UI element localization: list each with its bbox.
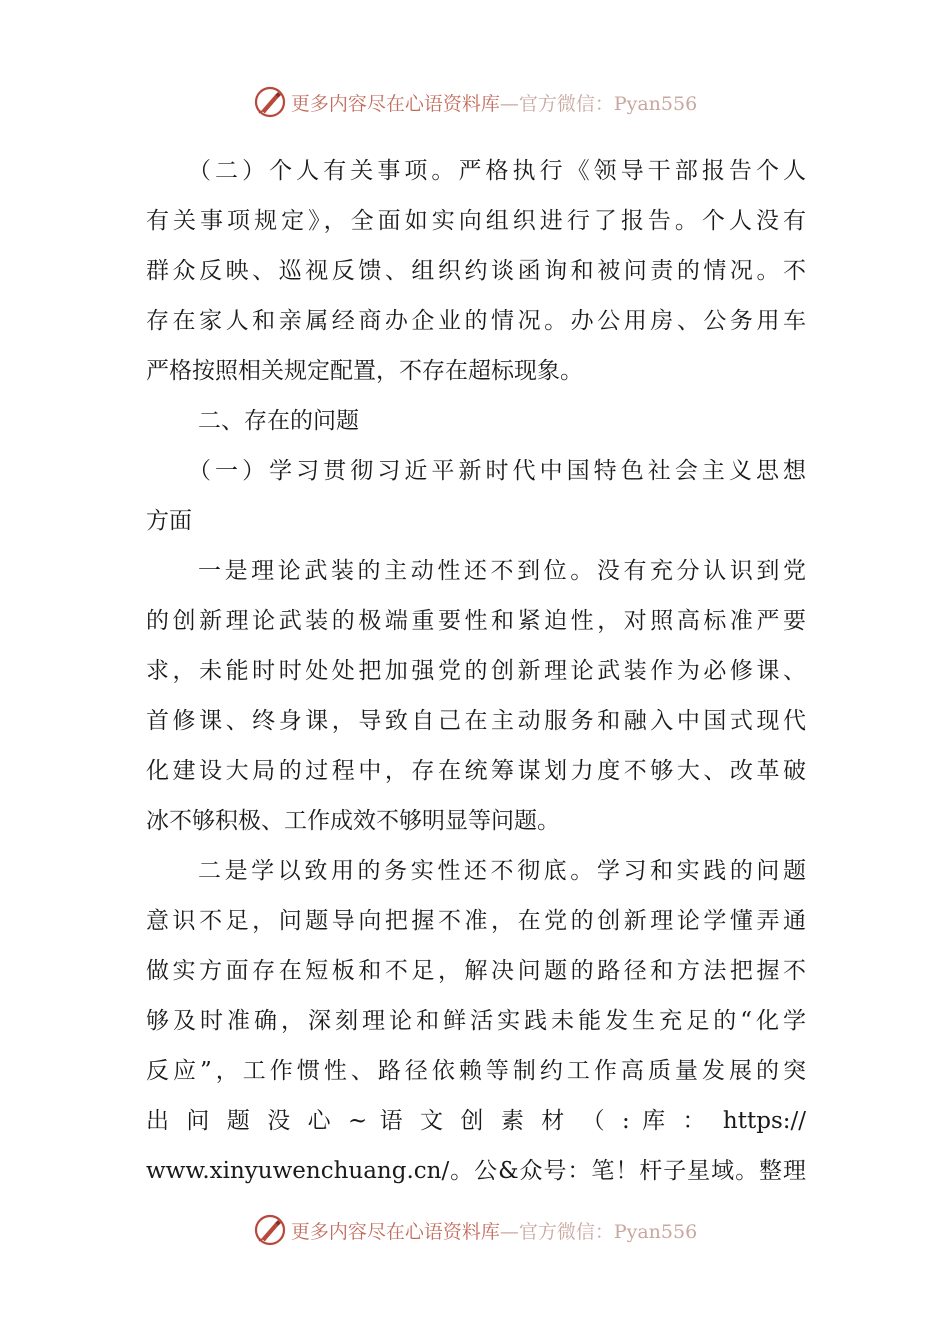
text-line: 冰不够积极、工作成效不够明显等问题。 — [146, 808, 560, 834]
text-line: 够及时准确，深刻理论和鲜活实践未能发生充足的“化学 — [146, 1008, 806, 1034]
watermark-text — [291, 1217, 697, 1244]
watermark-text-rest: —官方微信：Pyan556 — [499, 92, 698, 115]
text-line: 做实方面存在短板和不足，解决问题的路径和方法把握不 — [146, 958, 806, 984]
text-line: 的创新理论武装的极端重要性和紧迫性，对照高标准严要 — [146, 608, 806, 634]
text-line: 严格按照相关规定配置，不存在超标现象。 — [146, 358, 583, 384]
text-line: 首修课、终身课，导致自己在主动服务和融入中国式现代 — [146, 708, 806, 734]
text-line: 一是理论武装的主动性还不到位。没有充分认识到党 — [198, 558, 806, 584]
document-body — [146, 146, 806, 1196]
text-line: 有关事项规定》，全面如实向组织进行了报告。个人没有 — [146, 208, 806, 234]
watermark-text-rest: —官方微信：Pyan556 — [499, 1220, 698, 1243]
footer-watermark-banner — [0, 1210, 950, 1250]
text-line: 群众反映、巡视反馈、组织约谈函询和被问责的情况。不 — [146, 258, 806, 284]
text-line: 意识不足，问题导向把握不准，在党的创新理论学懂弄通 — [146, 908, 806, 934]
pen-seal-logo-icon — [253, 85, 287, 119]
watermark-text — [291, 89, 697, 116]
header-watermark-banner — [0, 82, 950, 122]
text-line: 化建设大局的过程中，存在统筹谋划力度不够大、改革破 — [146, 758, 806, 784]
watermark-text-lead: 更多内容尽在心语资料库 — [290, 1220, 500, 1243]
text-line: 反应”，工作惯性、路径依赖等制约工作高质量发展的突 — [146, 1058, 806, 1084]
text-line: 二是学以致用的务实性还不彻底。学习和实践的问题 — [198, 858, 806, 884]
text-line: （二）个人有关事项。严格执行《领导干部报告个人 — [188, 158, 806, 184]
text-line: 出 问 题 没 心 ~ 语 文 创 素 材 （ : 库 ： https:// — [146, 1108, 806, 1134]
pen-seal-logo-icon — [253, 1213, 287, 1247]
section-heading: 二、存在的问题 — [198, 408, 359, 434]
text-line: 方面 — [146, 508, 192, 534]
watermark-text-lead: 更多内容尽在心语资料库 — [290, 92, 500, 115]
subsection-heading: （一）学习贯彻习近平新时代中国特色社会主义思想 — [188, 458, 806, 484]
text-line: 存在家人和亲属经商办企业的情况。办公用房、公务用车 — [146, 308, 806, 334]
text-line: 求，未能时时处处把加强党的创新理论武装作为必修课、 — [146, 658, 806, 684]
text-line: www.xinyuwenchuang.cn/。公&众号：笔！杆子星域。整理 — [146, 1158, 806, 1184]
